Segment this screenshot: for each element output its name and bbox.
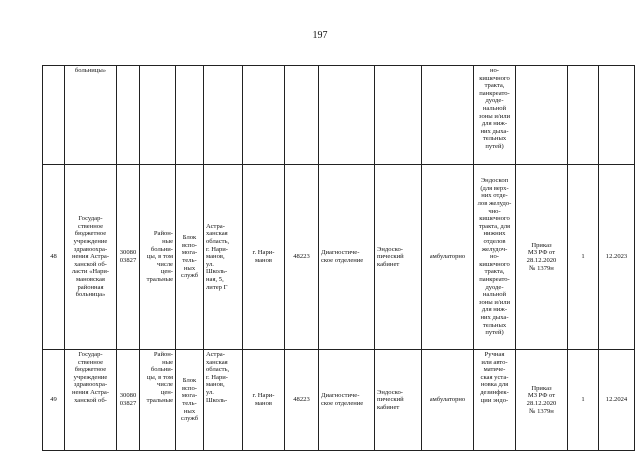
- table-row: [43, 66, 635, 165]
- cell-quantity: [568, 66, 599, 165]
- cell-care-form: [422, 66, 474, 165]
- table-row: [43, 350, 635, 451]
- cell-organization: больницы»: [65, 66, 117, 165]
- cell-division-type: Район- ные больни- цы, в том числе цен- тральные: [140, 350, 176, 451]
- cell-date: 12.2023: [599, 165, 635, 350]
- cell-oktmo: 48223: [285, 165, 319, 350]
- cell-date: [599, 66, 635, 165]
- page-number: 197: [312, 30, 328, 41]
- cell-division-type: Район- ные больни- цы, в том числе цен- тральные: [140, 165, 176, 350]
- cell-organization: Государ- ственное бюджетное учреждение здравоохра- нения Астра- ханской об-: [65, 350, 117, 451]
- cell-num: 48: [43, 165, 65, 350]
- cell-department: Диагностиче- ское отделение: [319, 165, 375, 350]
- cell-order: [516, 66, 568, 165]
- cell-organization: Государ- ственное бюджетное учреждение здравоохра- нения Астра- ханской об- ласти «Нари- мановская районная больница»: [65, 165, 117, 350]
- cell-room: [375, 66, 422, 165]
- equipment-register-table: [42, 65, 635, 451]
- cell-num: 49: [43, 350, 65, 451]
- cell-code: 30080 03827: [117, 350, 140, 451]
- cell-department: [319, 66, 375, 165]
- cell-equipment: но- кишечного тракта, панкреато- дуоде- нальной зоны и/или для ниж- них дыха- тельных путей): [474, 66, 516, 165]
- cell-locality: г. Нари- манов: [243, 350, 285, 451]
- cell-division-type: [140, 66, 176, 165]
- cell-locality: [243, 66, 285, 165]
- cell-room: Эндоско- пический кабинет: [375, 350, 422, 451]
- cell-address: [204, 66, 243, 165]
- cell-room: Эндоско- пический кабинет: [375, 165, 422, 350]
- cell-quantity: 1: [568, 165, 599, 350]
- cell-code: [117, 66, 140, 165]
- cell-locality: г. Нари- манов: [243, 165, 285, 350]
- cell-block: [176, 66, 204, 165]
- cell-date: 12.2024: [599, 350, 635, 451]
- table-row: [43, 165, 635, 350]
- cell-address: Астра- ханская область, г. Нари- манов, ул. Школь-: [204, 350, 243, 451]
- cell-care-form: амбулаторно: [422, 350, 474, 451]
- cell-care-form: амбулаторно: [422, 165, 474, 350]
- cell-equipment: Ручная или авто- матиче- ская уста- новка для дезинфек- ции эндо-: [474, 350, 516, 451]
- cell-department: Диагностиче- ское отделение: [319, 350, 375, 451]
- cell-code: 30080 03827: [117, 165, 140, 350]
- cell-address: Астра- ханская область, г. Нари- манов, ул. Школь- ная, 5, литер Г: [204, 165, 243, 350]
- cell-block: Блок вспо- мога- тель- ных служб: [176, 165, 204, 350]
- cell-quantity: 1: [568, 350, 599, 451]
- cell-order: Приказ МЗ РФ от 28.12.2020 № 1379н: [516, 165, 568, 350]
- cell-block: Блок вспо- мога- тель- ных служб: [176, 350, 204, 451]
- cell-order: Приказ МЗ РФ от 28.12.2020 № 1379н: [516, 350, 568, 451]
- cell-num: [43, 66, 65, 165]
- cell-equipment: Эндоскоп (для верх- них отде- лов желудо- чно- кишечного тракта, для нижних отделов желудоч- но- кишечного тракта, панкреато- дуоде- нальной зоны и/или для ниж- них дыха- тельных путей): [474, 165, 516, 350]
- cell-oktmo: 48223: [285, 350, 319, 451]
- cell-oktmo: [285, 66, 319, 165]
